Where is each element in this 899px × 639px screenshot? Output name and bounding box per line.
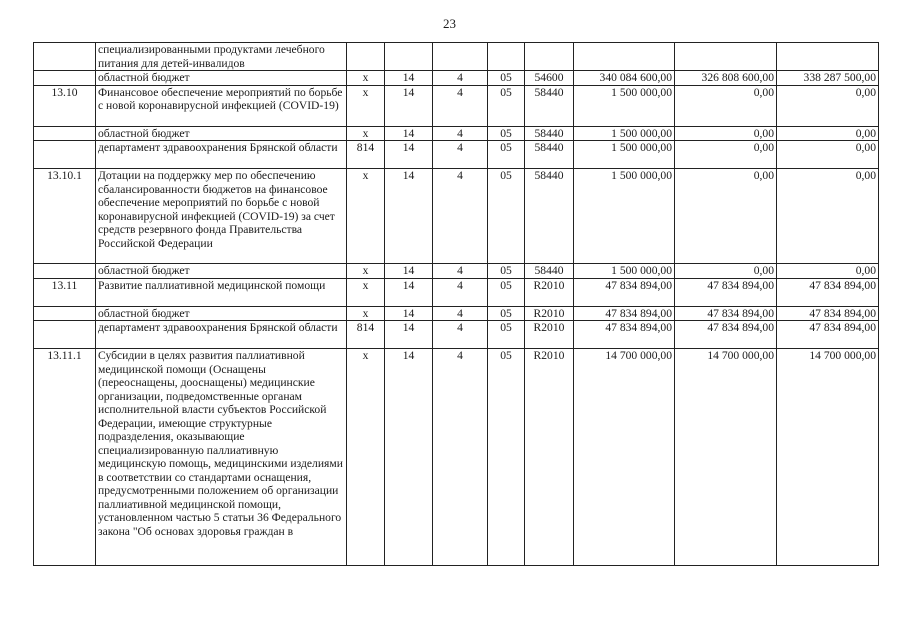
cell-year-2: 0,00: [675, 85, 777, 126]
cell-year-2: 0,00: [675, 169, 777, 264]
cell-year-1: 1 500 000,00: [574, 264, 675, 279]
cell-pr: [433, 43, 488, 71]
cell-pr: 4: [433, 321, 488, 349]
cell-cs2: 58440: [525, 141, 574, 169]
cell-year-2: 326 808 600,00: [675, 71, 777, 86]
cell-pr: 4: [433, 85, 488, 126]
cell-year-3: 47 834 894,00: [777, 278, 879, 306]
cell-grbs: х: [347, 126, 385, 141]
cell-year-3: 338 287 500,00: [777, 71, 879, 86]
cell-year-3: 0,00: [777, 169, 879, 264]
cell-cs2: 58440: [525, 126, 574, 141]
cell-cs2: R2010: [525, 278, 574, 306]
cell-year-3: 14 700 000,00: [777, 349, 879, 566]
row-number: [34, 43, 96, 71]
cell-year-2: 14 700 000,00: [675, 349, 777, 566]
cell-year-2: 47 834 894,00: [675, 321, 777, 349]
cell-pr: 4: [433, 278, 488, 306]
row-number: [34, 321, 96, 349]
row-number: [34, 71, 96, 86]
cell-pr: 4: [433, 71, 488, 86]
cell-year-2: 47 834 894,00: [675, 306, 777, 321]
cell-year-2: [675, 43, 777, 71]
cell-cs1: 05: [488, 126, 525, 141]
cell-year-2: 0,00: [675, 141, 777, 169]
row-number: [34, 141, 96, 169]
cell-year-1: 340 084 600,00: [574, 71, 675, 86]
cell-year-1: 1 500 000,00: [574, 169, 675, 264]
row-name: департамент здравоохранения Брянской области: [96, 141, 347, 169]
table-row: [34, 264, 879, 279]
cell-year-2: 0,00: [675, 264, 777, 279]
cell-grbs: 814: [347, 141, 385, 169]
table-row: [34, 141, 879, 169]
cell-cs1: 05: [488, 278, 525, 306]
row-number: [34, 264, 96, 279]
row-number: 13.11.1: [34, 349, 96, 566]
row-number: [34, 306, 96, 321]
cell-year-3: 47 834 894,00: [777, 321, 879, 349]
cell-cs2: 58440: [525, 169, 574, 264]
cell-cs1: 05: [488, 349, 525, 566]
cell-year-3: [777, 43, 879, 71]
cell-pr: 4: [433, 141, 488, 169]
table-row: [34, 306, 879, 321]
cell-cs2: R2010: [525, 349, 574, 566]
row-name: специализированными продуктами лечебного питания для детей-инвалидов: [96, 43, 347, 71]
cell-cs2: R2010: [525, 306, 574, 321]
row-name: областной бюджет: [96, 126, 347, 141]
cell-cs2: R2010: [525, 321, 574, 349]
cell-cs2: 58440: [525, 264, 574, 279]
row-name: Финансовое обеспечение мероприятий по борьбе с новой коронавирусной инфекцией (COVID-19): [96, 85, 347, 126]
cell-cs1: [488, 43, 525, 71]
row-name: областной бюджет: [96, 264, 347, 279]
row-name: Развитие паллиативной медицинской помощи: [96, 278, 347, 306]
cell-pr: 4: [433, 264, 488, 279]
cell-pr: 4: [433, 169, 488, 264]
cell-rz: 14: [385, 321, 433, 349]
table-row: [34, 278, 879, 306]
budget-table: [33, 42, 879, 566]
cell-year-2: 0,00: [675, 126, 777, 141]
cell-rz: 14: [385, 278, 433, 306]
cell-cs1: 05: [488, 71, 525, 86]
cell-rz: 14: [385, 306, 433, 321]
cell-year-1: 47 834 894,00: [574, 306, 675, 321]
table-row: [34, 169, 879, 264]
cell-year-2: 47 834 894,00: [675, 278, 777, 306]
cell-cs1: 05: [488, 264, 525, 279]
row-name: Дотации на поддержку мер по обеспечению сбалансированности бюджетов на финансовое обеспечение мероприятий по борьбе с новой коронавирусной инфекцией (COVID-19) за счет средств резервного фонда Правительства Российской Федерации: [96, 169, 347, 264]
row-name: областной бюджет: [96, 306, 347, 321]
cell-grbs: х: [347, 264, 385, 279]
table-row: [34, 85, 879, 126]
cell-year-1: 1 500 000,00: [574, 141, 675, 169]
cell-rz: 14: [385, 126, 433, 141]
cell-rz: 14: [385, 141, 433, 169]
cell-pr: 4: [433, 126, 488, 141]
row-number: 13.11: [34, 278, 96, 306]
table-row: [34, 43, 879, 71]
cell-grbs: 814: [347, 321, 385, 349]
cell-rz: [385, 43, 433, 71]
cell-pr: 4: [433, 306, 488, 321]
table-row: [34, 126, 879, 141]
cell-year-1: 14 700 000,00: [574, 349, 675, 566]
cell-rz: 14: [385, 169, 433, 264]
cell-year-3: 0,00: [777, 85, 879, 126]
cell-cs2: 58440: [525, 85, 574, 126]
cell-grbs: х: [347, 306, 385, 321]
cell-year-3: 0,00: [777, 126, 879, 141]
cell-rz: 14: [385, 264, 433, 279]
table-row: [34, 349, 879, 566]
cell-cs1: 05: [488, 85, 525, 126]
cell-grbs: х: [347, 278, 385, 306]
cell-rz: 14: [385, 71, 433, 86]
cell-year-1: 1 500 000,00: [574, 85, 675, 126]
table-row: [34, 321, 879, 349]
table-row: [34, 71, 879, 86]
cell-cs2: [525, 43, 574, 71]
cell-grbs: [347, 43, 385, 71]
cell-year-1: 47 834 894,00: [574, 278, 675, 306]
row-name: Субсидии в целях развития паллиативной медицинской помощи (Оснащены (переоснащены, дооснащены) медицинские организации, подведомственные органам исполнительной власти субъектов Российской Федерации, имеющие структурные подразделения, оказывающие специализированную паллиативную медицинскую помощь, медицинскими изделиями в соответствии со стандартами оснащения, предусмотренными положением об организации паллиативной медицинской помощи, установленном частью 5 статьи 36 Федерального закона "Об основах здоровья граждан в: [96, 349, 347, 566]
page-number: 23: [443, 16, 456, 31]
row-number: 13.10: [34, 85, 96, 126]
cell-cs1: 05: [488, 306, 525, 321]
cell-cs1: 05: [488, 141, 525, 169]
cell-year-3: 47 834 894,00: [777, 306, 879, 321]
cell-grbs: х: [347, 169, 385, 264]
row-name: департамент здравоохранения Брянской области: [96, 321, 347, 349]
cell-year-1: [574, 43, 675, 71]
cell-cs2: 54600: [525, 71, 574, 86]
row-number: [34, 126, 96, 141]
row-number: 13.10.1: [34, 169, 96, 264]
cell-rz: 14: [385, 85, 433, 126]
cell-grbs: х: [347, 71, 385, 86]
cell-year-1: 47 834 894,00: [574, 321, 675, 349]
cell-year-1: 1 500 000,00: [574, 126, 675, 141]
cell-year-3: 0,00: [777, 264, 879, 279]
cell-cs1: 05: [488, 321, 525, 349]
row-name: областной бюджет: [96, 71, 347, 86]
cell-grbs: х: [347, 349, 385, 566]
cell-rz: 14: [385, 349, 433, 566]
cell-cs1: 05: [488, 169, 525, 264]
cell-year-3: 0,00: [777, 141, 879, 169]
cell-pr: 4: [433, 349, 488, 566]
cell-grbs: х: [347, 85, 385, 126]
